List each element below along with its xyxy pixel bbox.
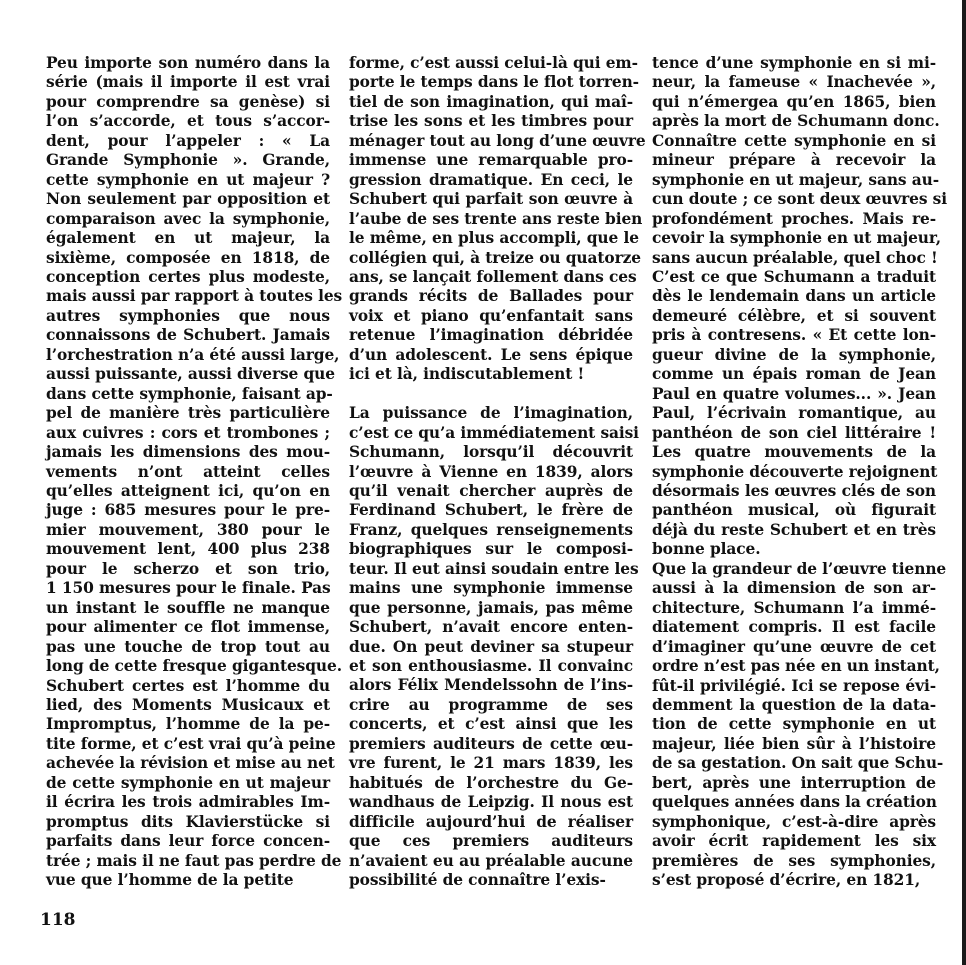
text-line: l’aube de ses trente ans reste bien (349, 209, 643, 228)
text-line: tite forme, et c’est vrai qu’à peine (46, 734, 336, 753)
text-line: Schubert certes est l’homme du (46, 676, 330, 695)
text-line: tion de cette symphonie en ut (652, 715, 936, 734)
text-line: comparaison avec la symphonie, (46, 209, 330, 228)
text-line: collégien qui, à treize ou quatorze (349, 248, 641, 267)
text-line: vements n’ont atteint celles (46, 462, 330, 481)
text-line: déjà du reste Schubert et en très (652, 520, 936, 539)
text-column-2 (349, 54, 646, 890)
text-line: habitués de l’orchestre du Ge- (349, 773, 633, 792)
text-line: crire au programme de ses (349, 695, 633, 714)
text-column-1 (46, 54, 343, 890)
text-line: juge : 685 mesures pour le pre- (46, 501, 330, 520)
text-line: voix et piano qu’enfantait sans (349, 306, 633, 325)
text-line: symphonique, c’est-à-dire après (652, 812, 936, 831)
text-line: gression dramatique. En ceci, le (349, 170, 633, 189)
text-line: aussi à la dimension de son ar- (652, 579, 936, 598)
text-line: dent, pour l’appeler : « La (46, 131, 330, 150)
text-line: cette symphonie en ut majeur ? (46, 170, 330, 189)
text-line: l’orchestration n’a été aussi large, (46, 345, 340, 364)
text-line: forme, c’est aussi celui-là qui em- (349, 54, 638, 72)
text-line: connaissons de Schubert. Jamais (46, 326, 330, 345)
text-line: Paul, l’écrivain romantique, au (652, 404, 936, 423)
text-line: c’est ce qu’a immédiatement saisi (349, 423, 639, 442)
text-line: dans cette symphonie, faisant ap- (46, 384, 333, 403)
text-line: symphonie en ut majeur, sans au- (652, 170, 940, 189)
text-line: Ferdinand Schubert, le frère de (349, 501, 633, 520)
text-line: que personne, jamais, pas même (349, 598, 633, 617)
text-line: porte le temps dans le flot torren- (349, 73, 639, 92)
text-line: demeuré célèbre, et si souvent (652, 306, 936, 325)
text-line: n’avaient eu au préalable aucune (349, 851, 633, 870)
text-line: gueur divine de la symphonie, (652, 345, 936, 364)
text-line: vue que l’homme de la petite (46, 871, 294, 890)
text-line: grands récits de Ballades pour (349, 287, 633, 306)
text-line: ordre n’est pas née en un instant, (652, 657, 940, 676)
text-line: mier mouvement, 380 pour le (46, 520, 330, 539)
text-line: long de cette fresque gigantesque. (46, 657, 342, 676)
text-line: wandhaus de Leipzig. Il nous est (349, 793, 633, 812)
text-line: il écrira les trois admirables Im- (46, 793, 330, 812)
text-line: série (mais il importe il est vrai (46, 73, 330, 92)
text-line: ici et là, indiscutablement ! (349, 365, 585, 384)
text-line: cun doute ; ce sont deux œuvres si (652, 190, 947, 209)
text-line: le même, en plus accompli, que le (349, 229, 639, 248)
text-line: parfaits dans leur force concen- (46, 832, 330, 851)
text-line: pris à contresens. « Et cette lon- (652, 326, 936, 345)
text-line: qu’il venait chercher auprès de (349, 481, 633, 500)
text-line: pas une touche de trop tout au (46, 637, 330, 656)
text-line: demment la question de la data- (652, 695, 936, 714)
text-line: panthéon musical, où figurait (652, 501, 936, 520)
text-line: teur. Il eut ainsi soudain entre les (349, 559, 639, 578)
text-line: conception certes plus modeste, (46, 267, 330, 286)
text-line: un instant le souffle ne manque (46, 598, 330, 617)
page-number: 118 (40, 910, 76, 930)
text-line: désormais les œuvres clés de son (652, 481, 936, 500)
text-line: l’on s’accorde, et tous s’accor- (46, 112, 330, 131)
text-line: que ces premiers auditeurs (349, 832, 633, 851)
text-line: premiers auditeurs de cette œu- (349, 734, 633, 753)
text-line: aussi puissante, aussi diverse que (46, 365, 335, 384)
text-line: retenue l’imagination débridée (349, 326, 633, 345)
text-line: neur, la fameuse « Inachevée », (652, 73, 936, 92)
text-line: diatement compris. Il est facile (652, 618, 936, 637)
text-line: possibilité de connaître l’exis- (349, 871, 606, 890)
text-line: fût-il privilégié. Ici se repose évi- (652, 676, 936, 695)
text-line: biographiques sur le composi- (349, 540, 633, 559)
text-line: Connaître cette symphonie en si (652, 131, 936, 150)
text-line: profondément proches. Mais re- (652, 209, 936, 228)
text-line: Non seulement par opposition et (46, 190, 330, 209)
text-line: Que la grandeur de l’œuvre tienne (652, 559, 947, 578)
text-line: mains une symphonie immense (349, 579, 633, 598)
text-line: panthéon de son ciel littéraire ! (652, 423, 936, 442)
text-line: alors Félix Mendelssohn de l’ins- (349, 676, 633, 695)
text-line: Schumann, lorsqu’il découvrit (349, 443, 633, 462)
text-line: chitecture, Schumann l’a immé- (652, 598, 936, 617)
text-line: d’un adolescent. Le sens épique (349, 345, 633, 364)
text-column-3 (652, 54, 947, 890)
text-line: La puissance de l’imagination, (349, 404, 633, 423)
text-line: pour comprendre sa genèse) si (46, 92, 330, 111)
text-line: jamais les dimensions des mou- (46, 443, 330, 462)
text-line: quelques années dans la création (652, 793, 937, 812)
text-line: mais aussi par rapport à toutes les (46, 287, 343, 306)
text-line: qui n’émergea qu’en 1865, bien (652, 92, 936, 111)
text-line: d’imaginer qu’une œuvre de cet (652, 637, 936, 656)
text-line: Schubert qui parfait son œuvre à (349, 190, 633, 209)
text-line: de cette symphonie en ut majeur (46, 773, 330, 792)
text-line: bonne place. (652, 540, 761, 559)
text-line: mouvement lent, 400 plus 238 (46, 540, 330, 559)
text-line: premières de ses symphonies, (652, 851, 936, 870)
text-line: due. On peut deviner sa stupeur (349, 637, 633, 656)
text-line: également en ut majeur, la (46, 229, 330, 248)
text-line: après la mort de Schumann donc. (652, 112, 940, 131)
text-line: s’est proposé d’écrire, en 1821, (652, 871, 921, 890)
text-line: Peu importe son numéro dans la (46, 54, 330, 72)
text-line: Schubert, n’avait encore enten- (349, 618, 633, 637)
text-line: autres symphonies que nous (46, 306, 330, 325)
text-line: C’est ce que Schumann a traduit (652, 267, 936, 286)
text-line: trée ; mais il ne faut pas perdre de (46, 851, 342, 870)
text-line: vre furent, le 21 mars 1839, les (349, 754, 633, 773)
text-line: majeur, liée bien sûr à l’histoire (652, 734, 936, 753)
text-line: pour le scherzo et son trio, (46, 559, 330, 578)
page-edge-border (962, 0, 966, 965)
text-line: avoir écrit rapidement les six (652, 832, 936, 851)
text-line: Franz, quelques renseignements (349, 520, 633, 539)
text-line: immense une remarquable pro- (349, 151, 633, 170)
text-line: Paul en quatre volumes... ». Jean (652, 384, 936, 403)
text-line: Les quatre mouvements de la (652, 443, 936, 462)
text-line: trise les sons et les timbres pour (349, 112, 633, 131)
text-line: aux cuivres : cors et trombones ; (46, 423, 330, 442)
text-line: mineur prépare à recevoir la (652, 151, 936, 170)
text-line: achevée la révision et mise au net (46, 754, 335, 773)
text-line: tence d’une symphonie en si mi- (652, 54, 936, 72)
text-line: promptus dits Klavierstücke si (46, 812, 330, 831)
text-line: sixième, composée en 1818, de (46, 248, 330, 267)
text-line: dès le lendemain dans un article (652, 287, 936, 306)
text-line: lied, des Moments Musicaux et (46, 695, 330, 714)
text-line: l’œuvre à Vienne en 1839, alors (349, 462, 633, 481)
text-line: Impromptus, l’homme de la pe- (46, 715, 330, 734)
text-line: pel de manière très particulière (46, 404, 330, 423)
text-line: cevoir la symphonie en ut majeur, (652, 229, 942, 248)
text-line: ans, se lançait follement dans ces (349, 267, 637, 286)
text-line: Grande Symphonie ». Grande, (46, 151, 330, 170)
text-line: sans aucun préalable, quel choc ! (652, 248, 938, 267)
paragraph-gap (349, 385, 633, 404)
text-line: pour alimenter ce flot immense, (46, 618, 330, 637)
text-line: symphonie découverte rejoignent (652, 462, 938, 481)
text-line: de sa gestation. On sait que Schu- (652, 754, 944, 773)
text-line: qu’elles atteignent ici, qu’on en (46, 481, 330, 500)
text-line: et son enthousiasme. Il convainc (349, 657, 633, 676)
text-line: 1 150 mesures pour le finale. Pas (46, 579, 331, 598)
text-line: bert, après une interruption de (652, 773, 936, 792)
text-line: tiel de son imagination, qui maî- (349, 92, 633, 111)
text-line: comme un épais roman de Jean (652, 365, 936, 384)
text-line: ménager tout au long d’une œuvre (349, 131, 646, 150)
text-line: difficile aujourd’hui de réaliser (349, 812, 633, 831)
text-line: concerts, et c’est ainsi que les (349, 715, 633, 734)
